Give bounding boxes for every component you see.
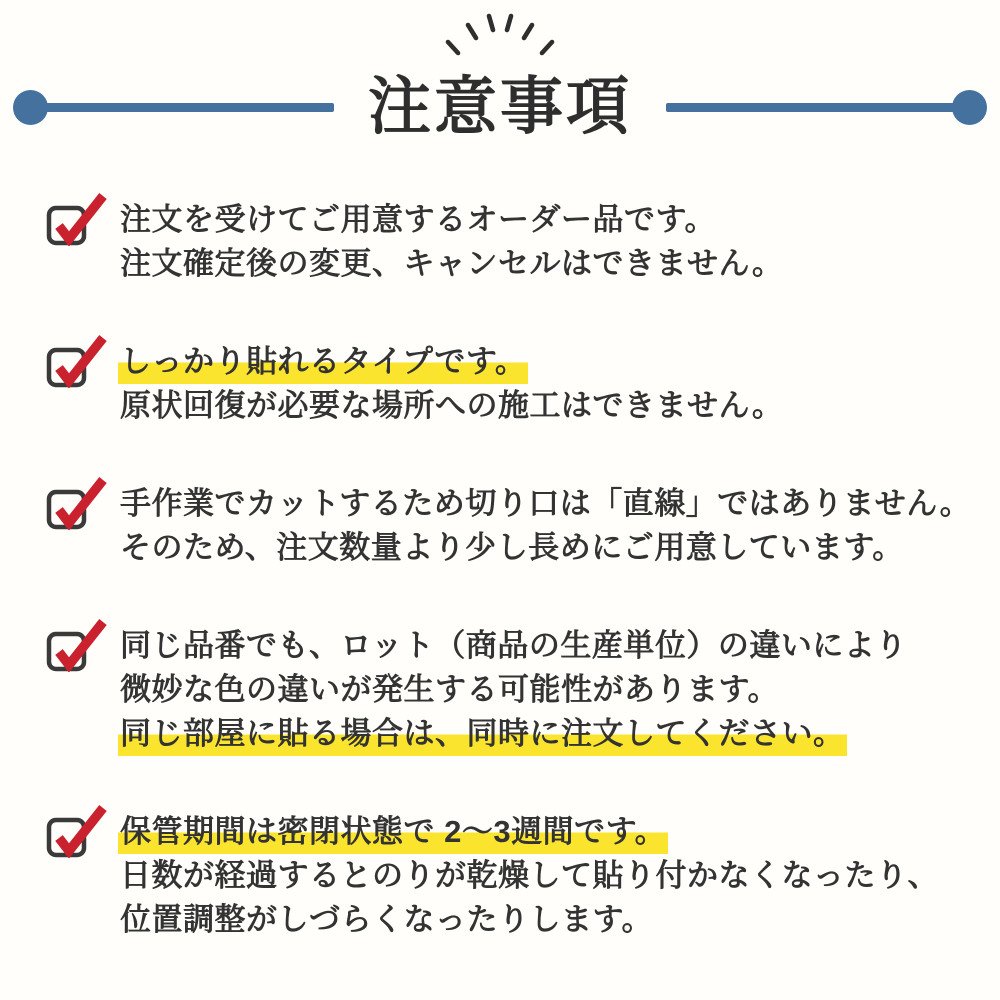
header-divider-right — [666, 90, 987, 125]
notice-line: 注文確定後の変更、キャンセルはできません。 — [120, 246, 784, 282]
checkbox-checked-icon — [46, 476, 108, 530]
notice-text — [118, 482, 970, 570]
notice-line-highlighted: 同じ部屋に貼る場合は、同時に注文してください。 — [118, 716, 847, 756]
header-divider-left — [13, 90, 334, 125]
notice-line-highlighted: しっかり貼れるタイプです。 — [118, 344, 528, 384]
notice-line: 同じ品番でも、ロット（商品の生産単位）の違いにより — [120, 628, 907, 664]
notice-item — [46, 810, 970, 942]
notice-list — [0, 198, 1000, 942]
checkbox-checked-icon — [46, 618, 108, 672]
notice-line: そのため、注文数量より少し長めにご用意しています。 — [120, 530, 904, 566]
notice-line: 位置調整がしづらくなったりします。 — [120, 902, 654, 938]
notice-line: 手作業でカットするため切り口は「直線」ではありません。 — [120, 486, 972, 522]
notice-text — [118, 198, 970, 286]
notice-item — [46, 340, 970, 428]
notice-line: 微妙な色の違いが発生する可能性があります。 — [120, 672, 780, 708]
header — [0, 74, 1000, 140]
notice-text — [118, 624, 970, 756]
notice-item — [46, 482, 970, 570]
checkbox-checked-icon — [46, 334, 108, 388]
notice-line-highlighted: 保管期間は密閉状態で 2〜3週間です。 — [118, 814, 668, 854]
checkbox-checked-icon — [46, 192, 108, 246]
notice-text — [118, 810, 970, 942]
page-title: 注意事項 — [368, 72, 632, 142]
divider-dot-right — [952, 90, 987, 125]
notice-line: 原状回復が必要な場所への施工はできません。 — [120, 388, 784, 424]
notice-line: 注文を受けてご用意するオーダー品です。 — [120, 202, 717, 238]
notice-item — [46, 624, 970, 756]
divider-line-left — [42, 103, 334, 112]
notice-item — [46, 198, 970, 286]
checkbox-checked-icon — [46, 804, 108, 858]
notice-line: 日数が経過するとのりが乾燥して貼り付かなくなったり、 — [120, 858, 939, 894]
notice-text — [118, 340, 970, 428]
sparkle-burst-icon — [444, 12, 556, 60]
divider-line-right — [666, 103, 958, 112]
